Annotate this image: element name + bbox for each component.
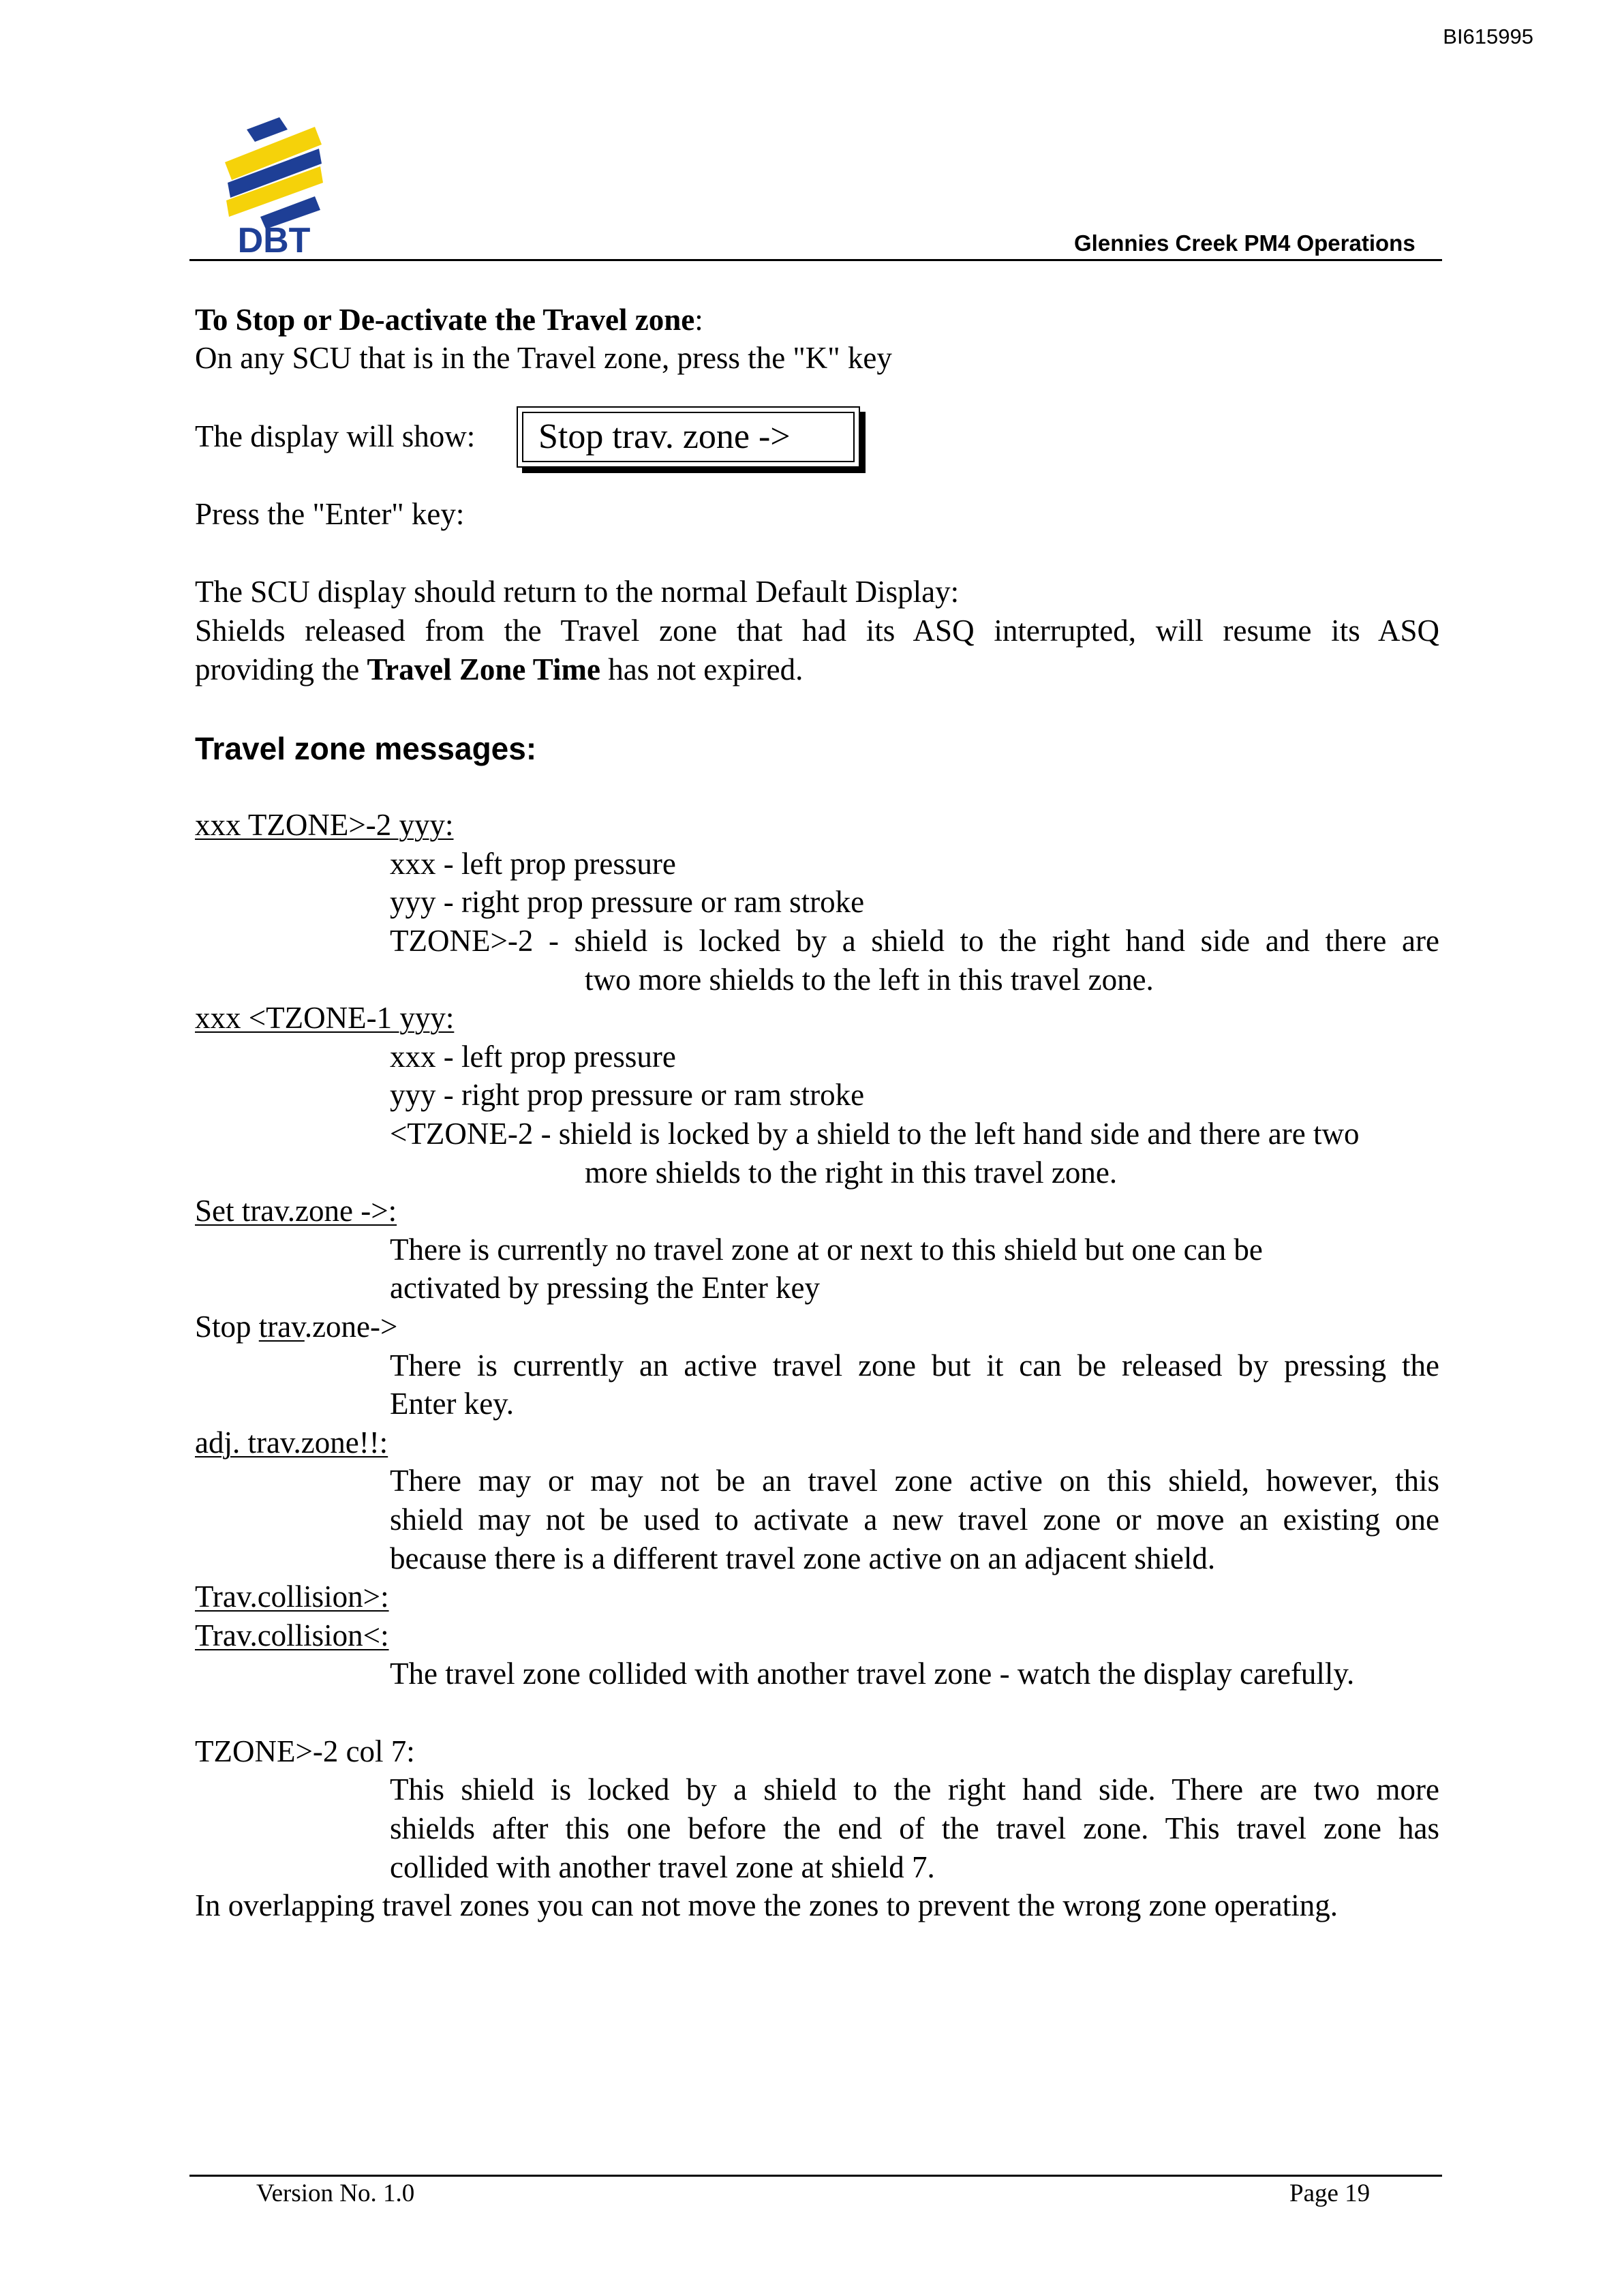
message-desc: TZONE>-2 - shield is locked by a shield to the right hand side and there are [390,924,1439,958]
message-desc: yyy - right prop pressure or ram stroke [390,885,865,919]
dbt-logo-mark [225,117,323,229]
message-desc: Enter key. [390,1387,514,1421]
message-code-adj-trav: adj. trav.zone!!: [195,1425,388,1460]
dbt-logo [219,115,328,258]
message-code-set-trav: Set trav.zone ->: [195,1194,397,1228]
message-desc: because there is a different travel zone active on an adjacent shield. [390,1541,1216,1575]
message-desc: activated by pressing the Enter key [390,1271,821,1305]
scu-display-box [517,406,860,468]
message-code-tzone-right: xxx TZONE>-2 yyy: [195,808,454,842]
shields-line-2: providing the Travel Zone Time has not expired. [195,652,804,686]
message-desc: The travel zone collided with another travel zone - watch the display carefully. [390,1657,1355,1691]
header-rule [189,259,1442,261]
stop-heading-line: To Stop or De-activate the Travel zone: [195,303,703,337]
closing-note: In overlapping travel zones you can not move the zones to prevent the wrong zone operating. [195,1888,1338,1922]
message-desc: <TZONE-2 - shield is locked by a shield to the left hand side and there are two [390,1117,1360,1151]
message-desc: There is currently an active travel zone but it can be released by pressing the [390,1348,1439,1383]
message-desc: yyy - right prop pressure or ram stroke [390,1078,865,1112]
stop-instruction: On any SCU that is in the Travel zone, press the "K" key [195,341,892,375]
logo-text: DBT [237,221,311,258]
message-desc: There may or may not be an travel zone active on this shield, however, this [390,1464,1439,1498]
message-code-tzone-col: TZONE>-2 col 7: [195,1734,415,1768]
message-desc: xxx - left prop pressure [390,1040,676,1074]
shields-line-1: Shields released from the Travel zone that had its ASQ interrupted, will resume its ASQ [195,614,1439,648]
message-desc: more shields to the right in this travel zone. [585,1155,1118,1190]
message-desc: This shield is locked by a shield to the right hand side. There are two more [390,1772,1439,1807]
scu-display-text: Stop trav. zone -> [522,412,855,462]
return-text: The SCU display should return to the normal Default Display: [195,575,960,609]
footer-version: Version No. 1.0 [256,2179,415,2207]
message-desc: xxx - left prop pressure [390,847,676,881]
travel-zone-time: Travel Zone Time [367,652,600,686]
display-label: The display will show: [195,419,476,453]
messages-heading: Travel zone messages: [195,731,537,766]
message-desc: shields after this one before the end of the travel zone. This travel zone has [390,1811,1439,1845]
message-code-collision-right: Trav.collision>: [195,1580,389,1614]
footer-rule [189,2175,1442,2177]
press-enter-text: Press the "Enter" key: [195,497,465,531]
message-desc: shield may not be used to activate a new travel zone or move an existing one [390,1502,1439,1537]
message-desc: There is currently no travel zone at or next to this shield but one can be [390,1233,1263,1267]
message-code-stop-trav: Stop trav.zone-> [195,1310,398,1344]
message-code-collision-left: Trav.collision<: [195,1618,389,1652]
footer-page-number: Page 19 [1289,2179,1371,2207]
message-desc: collided with another travel zone at shield 7. [390,1850,935,1884]
header-title: Glennies Creek PM4 Operations [1074,230,1416,256]
message-code-tzone-left: xxx <TZONE-1 yyy: [195,1001,455,1035]
document-id: BI615995 [1443,25,1533,48]
stop-heading: To Stop or De-activate the Travel zone [195,303,695,337]
message-desc: two more shields to the left in this travel zone. [585,963,1154,997]
